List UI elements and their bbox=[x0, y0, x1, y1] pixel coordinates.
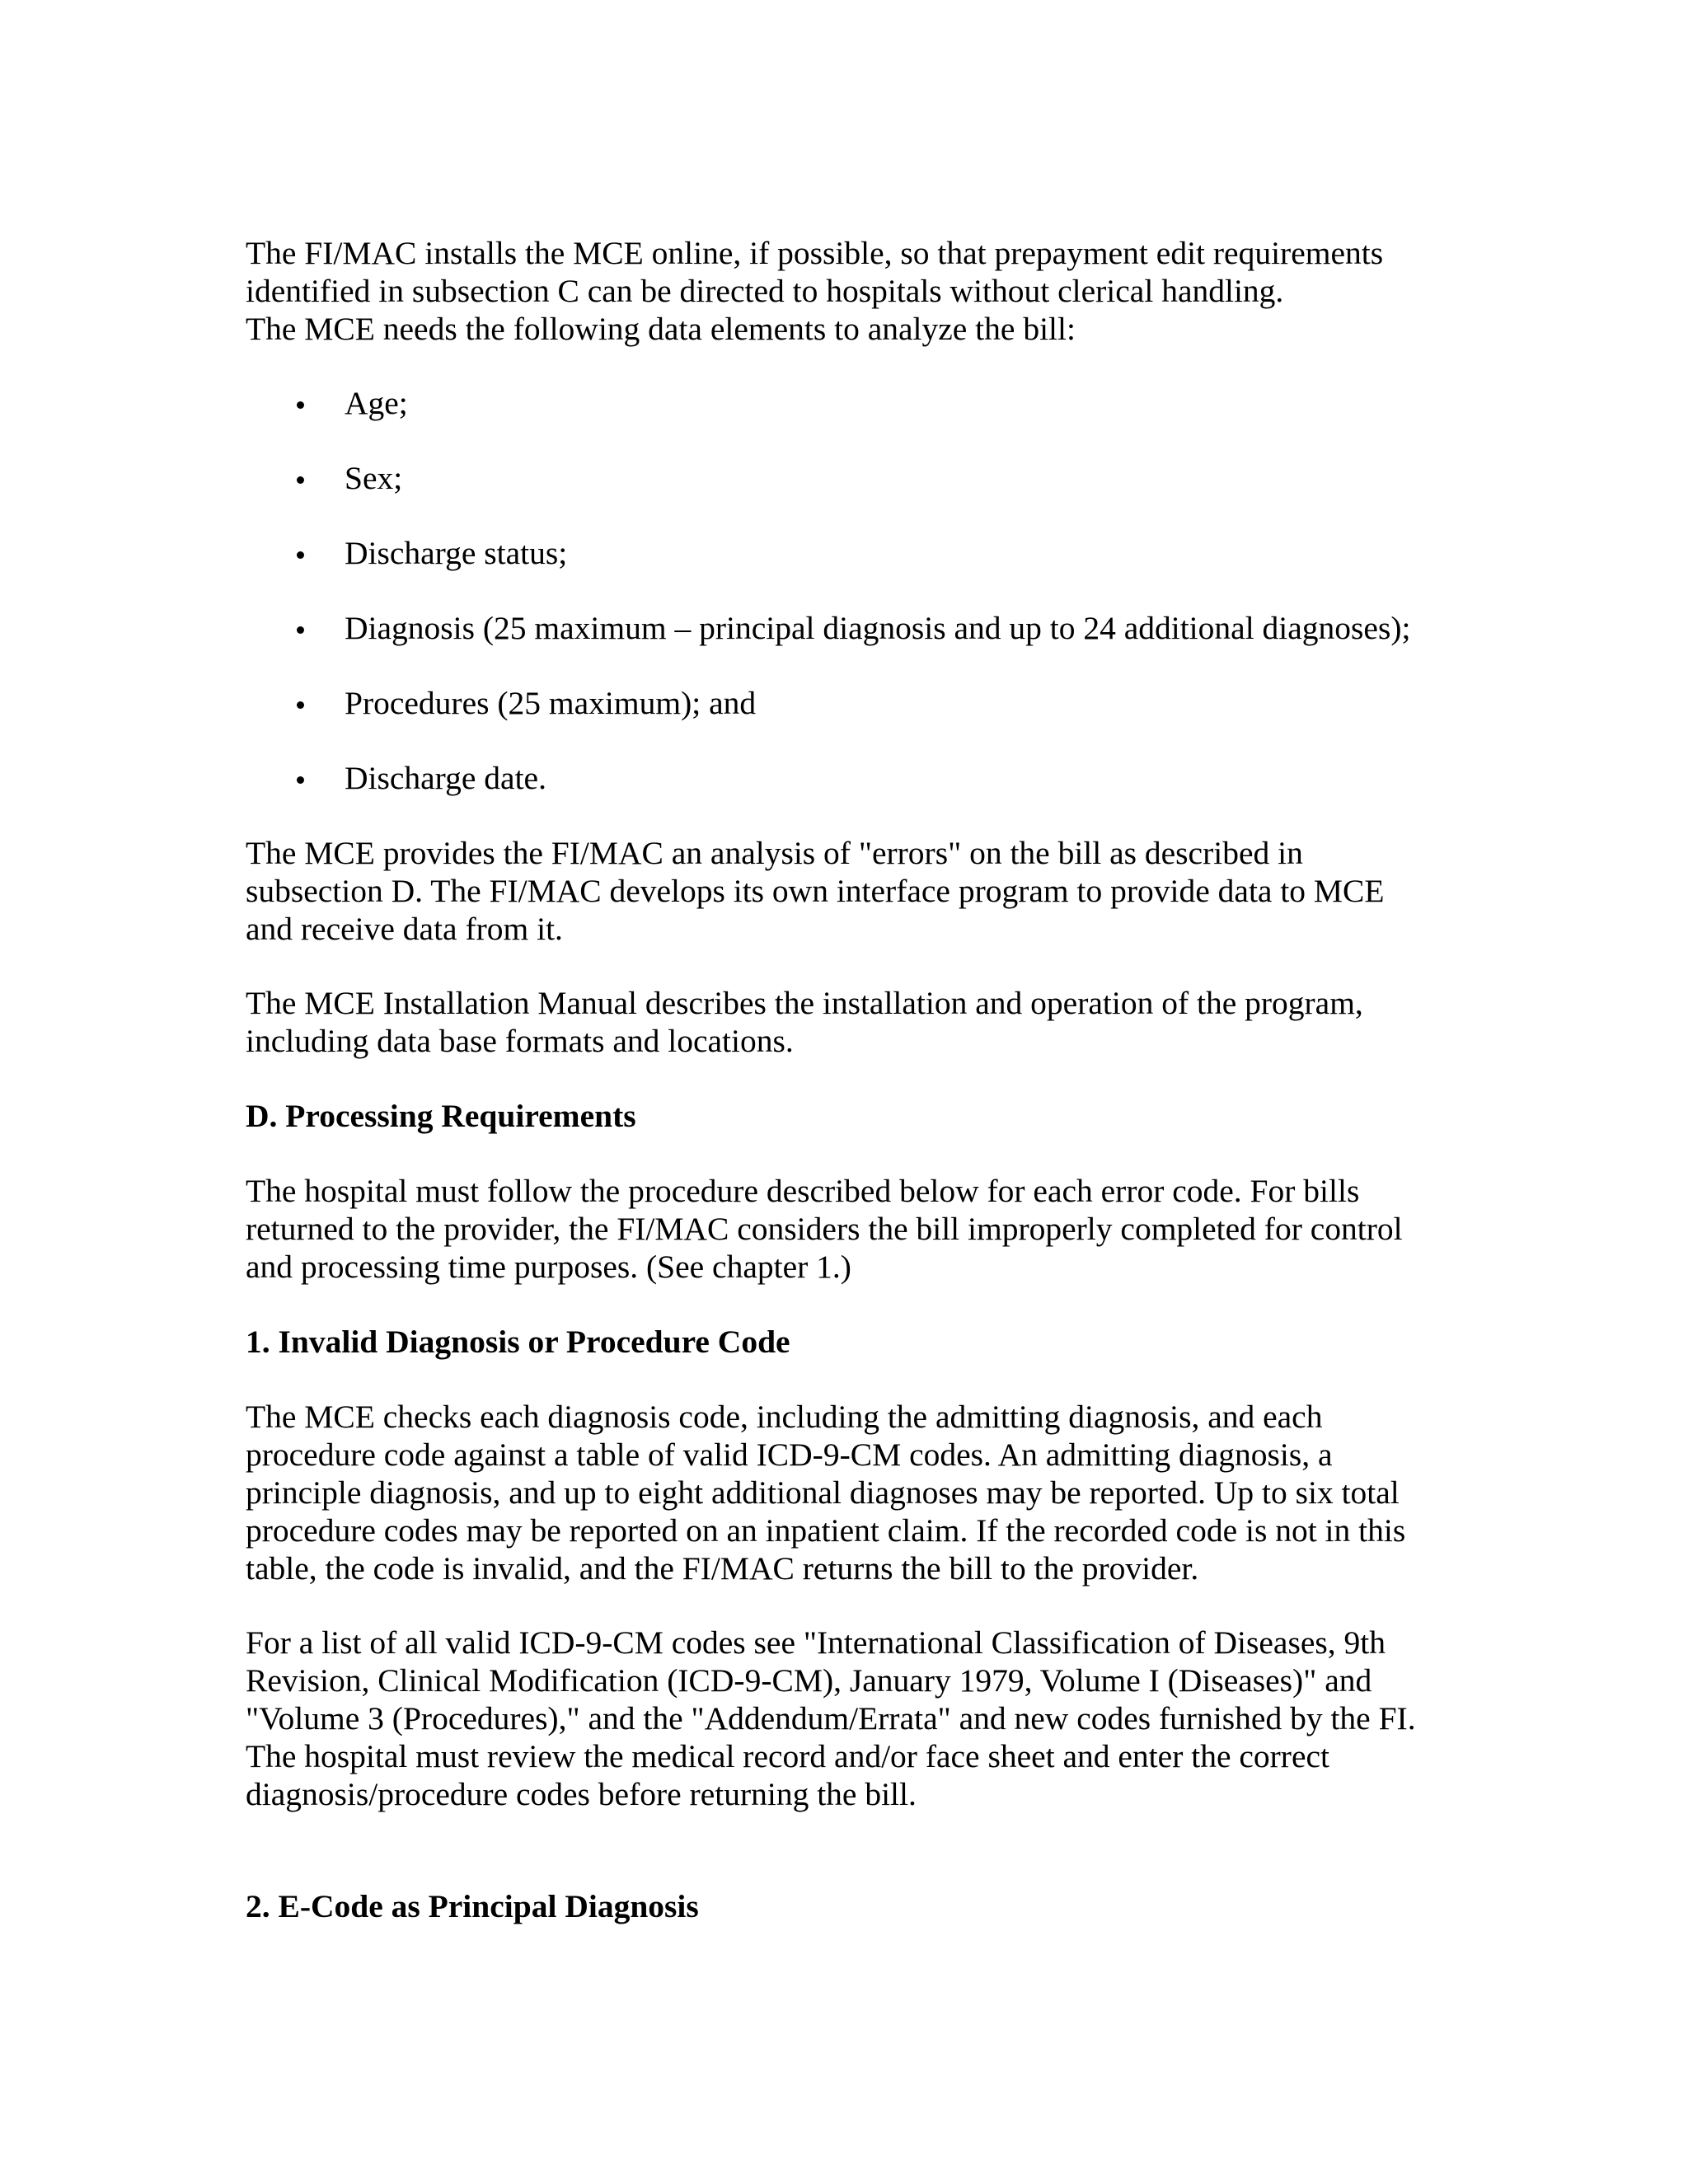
bullet-icon bbox=[297, 551, 304, 559]
paragraph-line: procedure code against a table of valid ICD-9-CM codes. An admitting diagnosis, a bbox=[246, 1436, 1333, 1473]
paragraph-line: principle diagnosis, and up to eight additional diagnoses may be reported. Up to six total bbox=[246, 1474, 1400, 1511]
data-elements-list bbox=[246, 384, 1449, 834]
list-item bbox=[246, 759, 1449, 797]
paragraph-line: The MCE checks each diagnosis code, including the admitting diagnosis, and each bbox=[246, 1399, 1323, 1435]
paragraph-line: For a list of all valid ICD-9-CM codes see "International Classification of Diseases, 9th bbox=[246, 1624, 1386, 1661]
section-1-paragraph bbox=[246, 1398, 1449, 1587]
list-item bbox=[246, 684, 1449, 722]
paragraph-line: The MCE provides the FI/MAC an analysis of "errors" on the bill as described in bbox=[246, 835, 1303, 871]
list-item bbox=[246, 609, 1449, 647]
bullet-icon bbox=[297, 776, 304, 784]
paragraph-line: Revision, Clinical Modification (ICD-9-CM), January 1979, Volume I (Diseases)" and bbox=[246, 1662, 1372, 1699]
list-item bbox=[246, 534, 1449, 572]
intro-paragraph bbox=[246, 234, 1449, 348]
list-item-text: Diagnosis (25 maximum – principal diagnosis and up to 24 additional diagnoses); bbox=[345, 610, 1411, 646]
bullet-icon bbox=[297, 401, 304, 409]
list-item-text: Age; bbox=[345, 385, 408, 421]
section-1-paragraph bbox=[246, 1624, 1449, 1813]
paragraph-line: The hospital must review the medical record and/or face sheet and enter the correct bbox=[246, 1738, 1329, 1774]
intro-line: The MCE needs the following data elements to analyze the bill: bbox=[246, 311, 1076, 347]
bullet-icon bbox=[297, 626, 304, 634]
list-item-text: Discharge date. bbox=[345, 760, 546, 796]
paragraph-line: "Volume 3 (Procedures)," and the "Addendum/Errata" and new codes furnished by the FI. bbox=[246, 1700, 1416, 1736]
paragraph-line: diagnosis/procedure codes before returning the bill. bbox=[246, 1776, 917, 1812]
paragraph-line: subsection D. The FI/MAC develops its own interface program to provide data to MCE bbox=[246, 873, 1385, 909]
paragraph-line: and processing time purposes. (See chapter 1.) bbox=[246, 1249, 851, 1285]
list-item bbox=[246, 459, 1449, 497]
paragraph-line: procedure codes may be reported on an inpatient claim. If the recorded code is not in this bbox=[246, 1512, 1406, 1549]
intro-line: identified in subsection C can be directed to hospitals without clerical handling. bbox=[246, 273, 1284, 309]
section-d-paragraph bbox=[246, 1172, 1449, 1286]
paragraph-line: The hospital must follow the procedure described below for each error code. For bills bbox=[246, 1173, 1360, 1209]
paragraph-line: including data base formats and locations. bbox=[246, 1023, 794, 1059]
paragraph-line: returned to the provider, the FI/MAC considers the bill improperly completed for control bbox=[246, 1211, 1403, 1247]
list-item bbox=[246, 384, 1449, 422]
paragraph-line: and receive data from it. bbox=[246, 911, 563, 947]
analysis-paragraph bbox=[246, 834, 1449, 948]
list-item-text: Discharge status; bbox=[345, 535, 568, 571]
section-1-heading: 1. Invalid Diagnosis or Procedure Code bbox=[246, 1324, 790, 1360]
manual-paragraph bbox=[246, 984, 1449, 1060]
paragraph-line: table, the code is invalid, and the FI/MAC returns the bill to the provider. bbox=[246, 1550, 1199, 1586]
section-d-heading: D. Processing Requirements bbox=[246, 1098, 636, 1134]
bullet-icon bbox=[297, 476, 304, 484]
bullet-icon bbox=[297, 701, 304, 709]
paragraph-line: The MCE Installation Manual describes the installation and operation of the program, bbox=[246, 985, 1363, 1021]
section-2-heading: 2. E-Code as Principal Diagnosis bbox=[246, 1888, 699, 1924]
intro-line: The FI/MAC installs the MCE online, if possible, so that prepayment edit requirements bbox=[246, 235, 1384, 271]
list-item-text: Sex; bbox=[345, 460, 403, 496]
list-item-text: Procedures (25 maximum); and bbox=[345, 685, 757, 721]
